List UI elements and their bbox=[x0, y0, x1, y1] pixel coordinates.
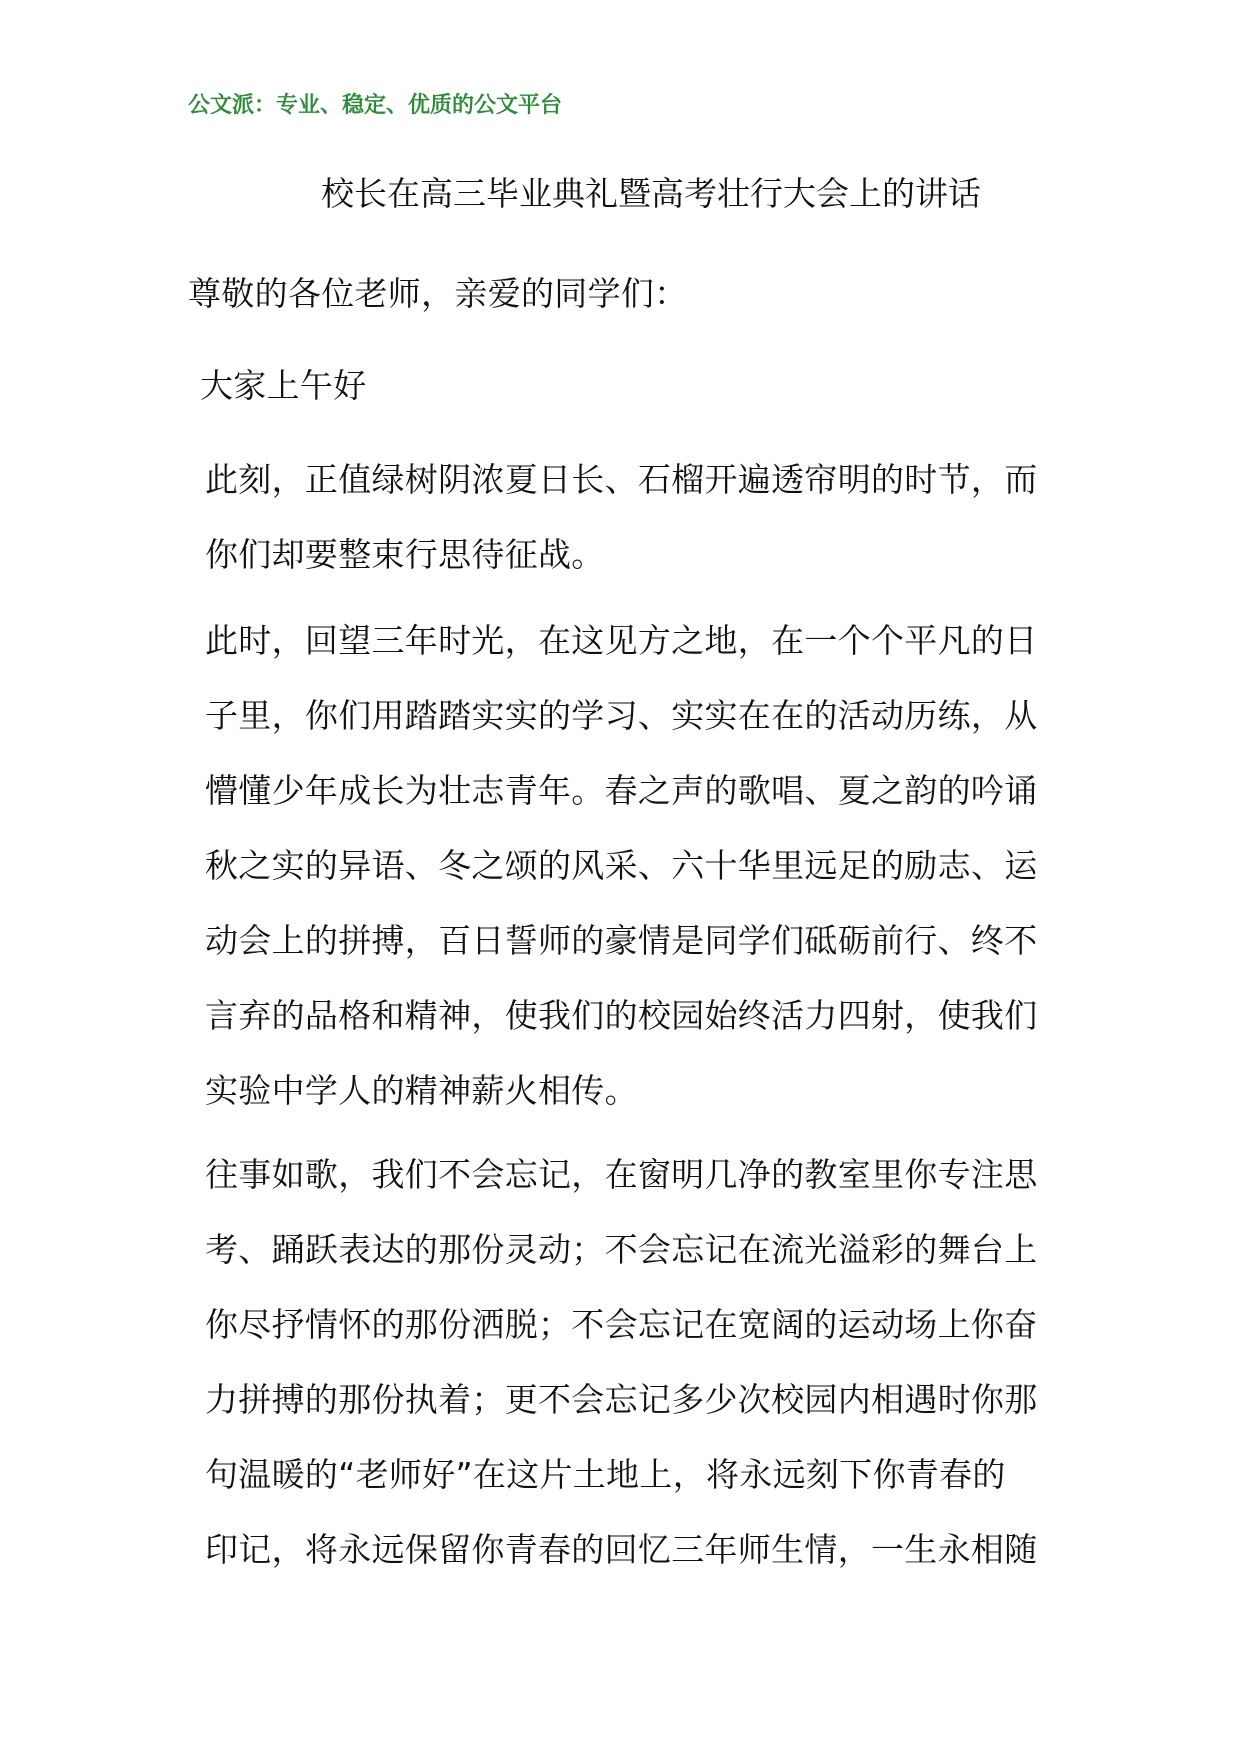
paragraph-line: 此时，回望三年时光，在这见方之地，在一个个平凡的日 bbox=[205, 621, 1038, 660]
paragraph-line: 子里，你们用踏踏实实的学习、实实在在的活动历练，从 bbox=[205, 696, 1038, 735]
paragraph-1 bbox=[188, 442, 1052, 592]
paragraph-line: 考、踊跃表达的那份灵动；不会忘记在流光溢彩的舞台上 bbox=[205, 1230, 1038, 1269]
paragraph-line: 句温暖的“老师好”在这片土地上，将永远刻下你青春的 bbox=[205, 1455, 1006, 1494]
paragraph-line: 你尽抒情怀的那份洒脱；不会忘记在宽阔的运动场上你奋 bbox=[205, 1305, 1038, 1344]
paragraph-line: 此刻，正值绿树阴浓夏日长、石榴开遍透帘明的时节，而 bbox=[205, 460, 1038, 499]
greeting: 大家上午好 bbox=[200, 366, 367, 405]
paragraph-line: 动会上的拼搏，百日誓师的豪情是同学们砥砺前行、终不 bbox=[205, 921, 1038, 960]
paragraph-line: 往事如歌，我们不会忘记，在窗明几净的教室里你专注思 bbox=[205, 1155, 1038, 1194]
header-brand-text: 公文派：专业、稳定、优质的公文平台 bbox=[188, 92, 563, 118]
salutation: 尊敬的各位老师，亲爱的同学们： bbox=[188, 274, 688, 313]
paragraph-3 bbox=[188, 1137, 1052, 1587]
paragraph-line: 印记，将永远保留你青春的回忆三年师生情，一生永相随 bbox=[205, 1530, 1038, 1569]
paragraph-2 bbox=[188, 603, 1052, 1128]
paragraph-line: 秋之实的异语、冬之颂的风采、六十华里远足的励志、运 bbox=[205, 846, 1038, 885]
paragraph-line: 实验中学人的精神薪火相传。 bbox=[205, 1071, 638, 1110]
document-title: 校长在高三毕业典礼暨高考壮行大会上的讲话 bbox=[321, 174, 981, 213]
paragraph-line: 言弃的品格和精神，使我们的校园始终活力四射，使我们 bbox=[205, 996, 1038, 1035]
paragraph-line: 懵懂少年成长为壮志青年。春之声的歌唱、夏之韵的吟诵 bbox=[205, 771, 1038, 810]
paragraph-line: 力拼搏的那份执着；更不会忘记多少次校园内相遇时你那 bbox=[205, 1380, 1038, 1419]
paragraph-line: 你们却要整束行思待征战。 bbox=[205, 535, 605, 574]
